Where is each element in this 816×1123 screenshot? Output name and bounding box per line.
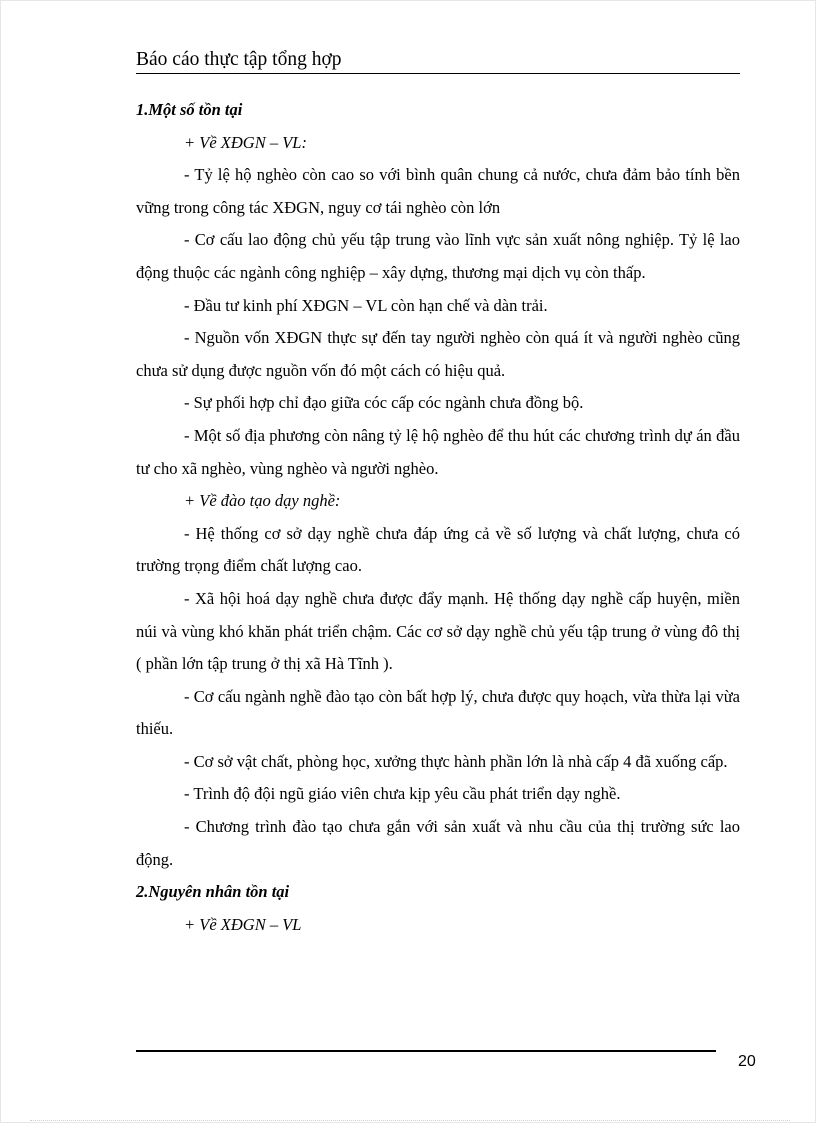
page-number: 20 [738, 1053, 756, 1070]
subheading-xdgn-vl-2: + Về XĐGN – VL [184, 914, 302, 934]
paragraph: - Chương trình đào tạo chưa gắn với sản xuất và nhu cầu của thị trường sức lao động. [136, 817, 740, 869]
paragraph: - Đầu tư kinh phí XĐGN – VL còn hạn chế và dàn trải. [184, 295, 548, 315]
paragraph: - Trình độ đội ngũ giáo viên chưa kịp yêu cầu phát triển dạy nghề. [184, 784, 621, 804]
page-header [136, 48, 740, 74]
paragraph: - Một số địa phương còn nâng tỷ lệ hộ nghèo để thu hút các chương trình dự án đầu tư cho xã nghèo, vùng nghèo và người nghèo. [136, 425, 740, 478]
paragraph: - Nguồn vốn XĐGN thực sự đến tay người nghèo còn quá ít và người nghèo cũng chưa sử dụng được nguồn vốn đó một cách có hiệu quả. [136, 328, 740, 380]
section-heading-2: 2.Nguyên nhân tồn tại [136, 882, 290, 902]
paragraph: - Cơ cấu ngành nghề đào tạo còn bất hợp lý, chưa được quy hoạch, vừa thừa lại vừa thiếu. [136, 686, 740, 739]
paragraph: - Tỷ lệ hộ nghèo còn cao so với bình quân chung cả nước, chưa đảm bảo tính bền vững trong công tác XĐGN, nguy cơ tái nghèo còn lớn [136, 165, 740, 217]
header-title: Báo cáo thực tập tổng hợp [136, 49, 342, 70]
paragraph: - Cơ cấu lao động chủ yếu tập trung vào lĩnh vực sản xuất nông nghiệp. Tỷ lệ lao động thuộc các ngành công nghiệp – xây dựng, thương mại dịch vụ còn thấp. [136, 230, 740, 282]
paragraph: - Hệ thống cơ sở dạy nghề chưa đáp ứng cả về số lượng và chất lượng, chưa có trường trọng điểm chất lượng cao. [136, 523, 740, 576]
subheading-xdgn-vl: + Về XĐGN – VL: [184, 132, 307, 152]
paragraph: - Xã hội hoá dạy nghề chưa được đẩy mạnh. Hệ thống dạy nghề cấp huyện, miền núi và vùng khó khăn phát triển chậm. Các cơ sở dạy nghề chủ yếu tập trung ở vùng đô thị ( phần lớn tập trung ở thị xã Hà Tĩnh ). [136, 588, 740, 674]
paragraph: - Cơ sở vật chất, phòng học, xưởng thực hành phần lớn là nhà cấp 4 đã xuống cấp. [184, 751, 728, 771]
page-bottom-edge [30, 1120, 790, 1121]
footer-divider [136, 1050, 716, 1052]
paragraph: - Sự phối hợp chỉ đạo giữa cóc cấp cóc ngành chưa đồng bộ. [184, 393, 584, 413]
document-body [136, 94, 740, 941]
section-heading-1: 1.Một số tồn tại [136, 100, 243, 119]
subheading-vocational-training: + Về đào tạo dạy nghề: [184, 491, 341, 511]
